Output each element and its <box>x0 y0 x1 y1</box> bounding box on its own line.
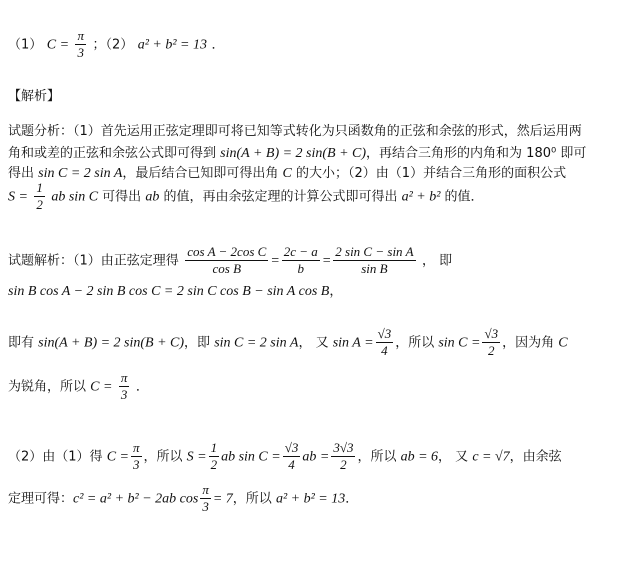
sinA-fraction: $\frac{√3}{4}$ <box>377 326 392 358</box>
answer-separator: ；（2） <box>92 37 134 53</box>
analysis-line-4: S = $\frac{1}{2}$ ab sin C 可得出 ab 的值，再由余弦定理的计算公式即可得出 a² + b² 的值． <box>8 180 484 212</box>
solution2-line-2: 定理可得：c² = a² + b² − 2ab cos $\frac{\pi}{3}$ = 7，所以 a² + b² = 13． <box>8 482 359 514</box>
part2-root3-over-4: $\frac{√3}{4}$ <box>284 440 299 472</box>
analysis-line-1: 试题分析：（1）首先运用正弦定理即可将已知等式转化为只函数角的正弦和余弦的形式，然后运用两 <box>8 124 582 139</box>
part2-area-value: $\frac{3√3}{2}$ <box>333 440 354 472</box>
solution1-line-1: 试题解析：（1）由正弦定理得 $\frac{\text{cos A − 2cos C}}{\text{cos B}}$ = $\frac{2c - a}{b}$ = $\frac{\text{2 sin C − sin A}}{\text{sin B}}$ ， 即 <box>8 244 453 276</box>
ratio-fraction-2: $\frac{2c - a}{b}$ <box>283 244 318 276</box>
answer-part1-formula: C = <box>46 37 70 53</box>
solution1-line-4: 为锐角，所以 C = $\frac{\pi}{3}$ ． <box>8 370 149 402</box>
angle-C-fraction: $\frac{\pi}{3}$ <box>120 370 128 402</box>
analysis-line-2: 角和或差的正弦和余弦公式即可得到 sin(A + B) = 2 sin(B + C)，再结合三角形的内角和为 180⁰ 即可 <box>8 146 587 161</box>
solution1-line-2: sin B cos A − 2 sin B cos C = 2 sin C cos B − sin A cos B， <box>8 284 343 299</box>
section-heading: 【解析】 <box>8 89 61 104</box>
answer-line: （1） C = $\frac{\pi}{3}$ ；（2） a² + b² = 13 ． <box>8 28 225 60</box>
ratio-fraction-3: $\frac{\text{2 sin C − sin A}}{\text{sin B}}$ <box>335 244 414 276</box>
area-fraction: $\frac{1}{2}$ <box>36 180 43 212</box>
part2-angle-fraction: $\frac{\pi}{3}$ <box>132 440 140 472</box>
sinC-fraction: $\frac{√3}{2}$ <box>484 326 499 358</box>
cosine-angle-fraction: $\frac{\pi}{3}$ <box>202 482 209 514</box>
answer-part2-formula: a² + b² = 13 <box>137 37 207 53</box>
solution2-line-1: （2）由（1）得 C = $\frac{\pi}{3}$ ，所以 S = $\frac{1}{2}$ ab sin C = $\frac{√3}{4}$ ab = $\frac{3√3}{2}$ ，所以 ab = 6， 又 c = √7，由余弦 <box>8 440 562 472</box>
answer-part1-label: （1） <box>8 37 43 53</box>
analysis-line-3: 得出 sin C = 2 sin A，最后结合已知即可得出角 C 的大小；（2）由（1）并结合三角形的面积公式 <box>8 166 567 181</box>
part2-half-fraction: $\frac{1}{2}$ <box>210 440 218 472</box>
answer-part1-fraction: $\frac{\pi}{3}$ <box>77 28 84 60</box>
solution1-line-3: 即有 sin(A + B) = 2 sin(B + C)，即 sin C = 2 sin A， 又 sin A = $\frac{√3}{4}$ ，所以 sin C = $\frac{√3}{2}$ ，因为角 C <box>8 326 568 358</box>
ratio-fraction-1: $\frac{\text{cos A − 2cos C}}{\text{cos B}}$ <box>187 244 267 276</box>
